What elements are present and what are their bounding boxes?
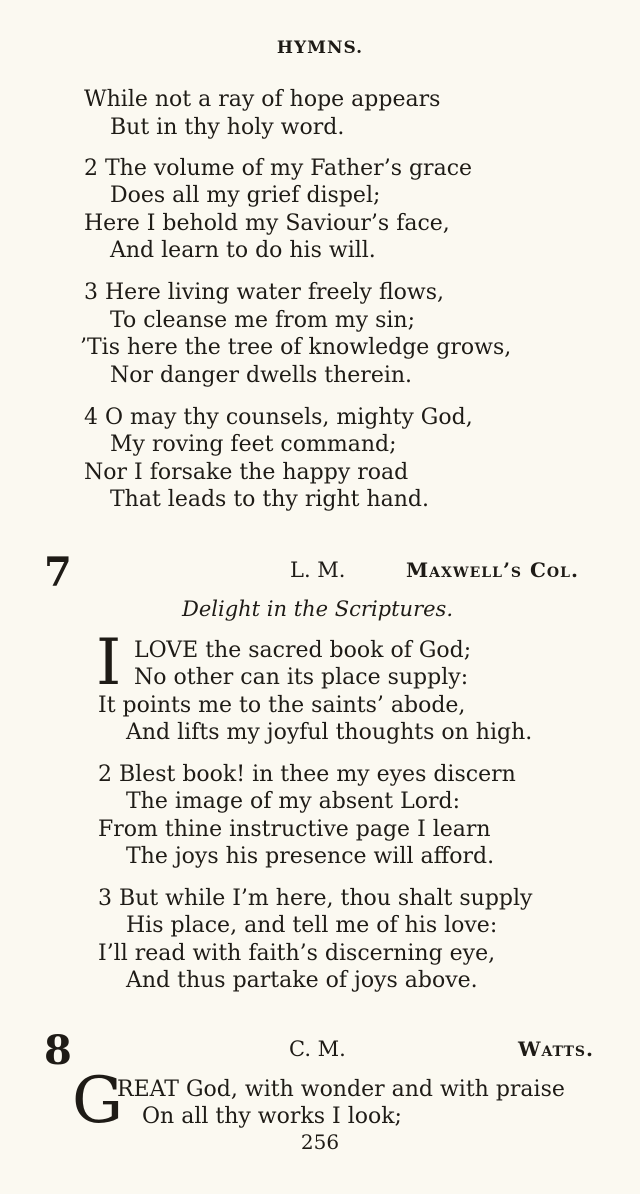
verse-line: ’Tis here the tree of knowledge grows, [80, 335, 512, 360]
verse-line: No other can its place supply: [134, 665, 469, 690]
hymn-number: 8 [44, 1027, 72, 1074]
hymn-author: Watts. [518, 1037, 594, 1061]
verse-line: And learn to do his will. [110, 238, 376, 263]
verse-line: His place, and tell me of his love: [126, 913, 498, 938]
hymn-title: Delight in the Scriptures. [182, 597, 453, 621]
hymn-number: 7 [44, 549, 72, 596]
verse-line: 2 Blest book! in thee my eyes discern [98, 762, 516, 787]
hymn-author: Maxwell’s Col. [406, 558, 579, 582]
verse-line: Does all my grief dispel; [110, 183, 381, 208]
verse-line: My roving feet command; [110, 432, 397, 457]
verse-line: 3 Here living water freely flows, [84, 280, 445, 305]
hymn-meter: C. M. [289, 1037, 346, 1061]
verse-line: I’ll read with faith’s discerning eye, [98, 941, 496, 966]
verse-line: But in thy holy word. [110, 115, 345, 140]
verse-line: That leads to thy right hand. [110, 487, 430, 512]
verse-line: The image of my absent Lord: [126, 789, 461, 814]
verse-line: To cleanse me from my sin; [110, 308, 415, 333]
verse-line: It points me to the saints’ abode, [98, 693, 466, 718]
verse-line: 3 But while I’m here, thou shalt supply [98, 886, 533, 911]
drop-cap: I [96, 626, 122, 700]
verse-line: LOVE the sacred book of God; [134, 638, 472, 663]
verse-line: Nor I forsake the happy road [84, 460, 409, 485]
page-number: 256 [300, 1130, 340, 1154]
verse-line: 4 O may thy counsels, mighty God, [84, 405, 473, 430]
verse-line: The joys his presence will afford. [126, 844, 495, 869]
verse-line: Nor danger dwells therein. [110, 363, 413, 388]
running-header: HYMNS. [276, 38, 364, 58]
verse-line: REAT God, with wonder and with praise [117, 1077, 565, 1102]
verse-line: On all thy works I look; [142, 1104, 402, 1129]
verse-line: 2 The volume of my Father’s grace [84, 156, 473, 181]
hymn-meter: L. M. [290, 558, 346, 582]
drop-cap: G [72, 1064, 124, 1138]
verse-line: And thus partake of joys above. [126, 968, 478, 993]
verse-line: While not a ray of hope appears [84, 87, 441, 112]
verse-line: And lifts my joyful thoughts on high. [126, 720, 533, 745]
verse-line: Here I behold my Saviour’s face, [84, 211, 450, 236]
verse-line: From thine instructive page I learn [98, 817, 491, 842]
